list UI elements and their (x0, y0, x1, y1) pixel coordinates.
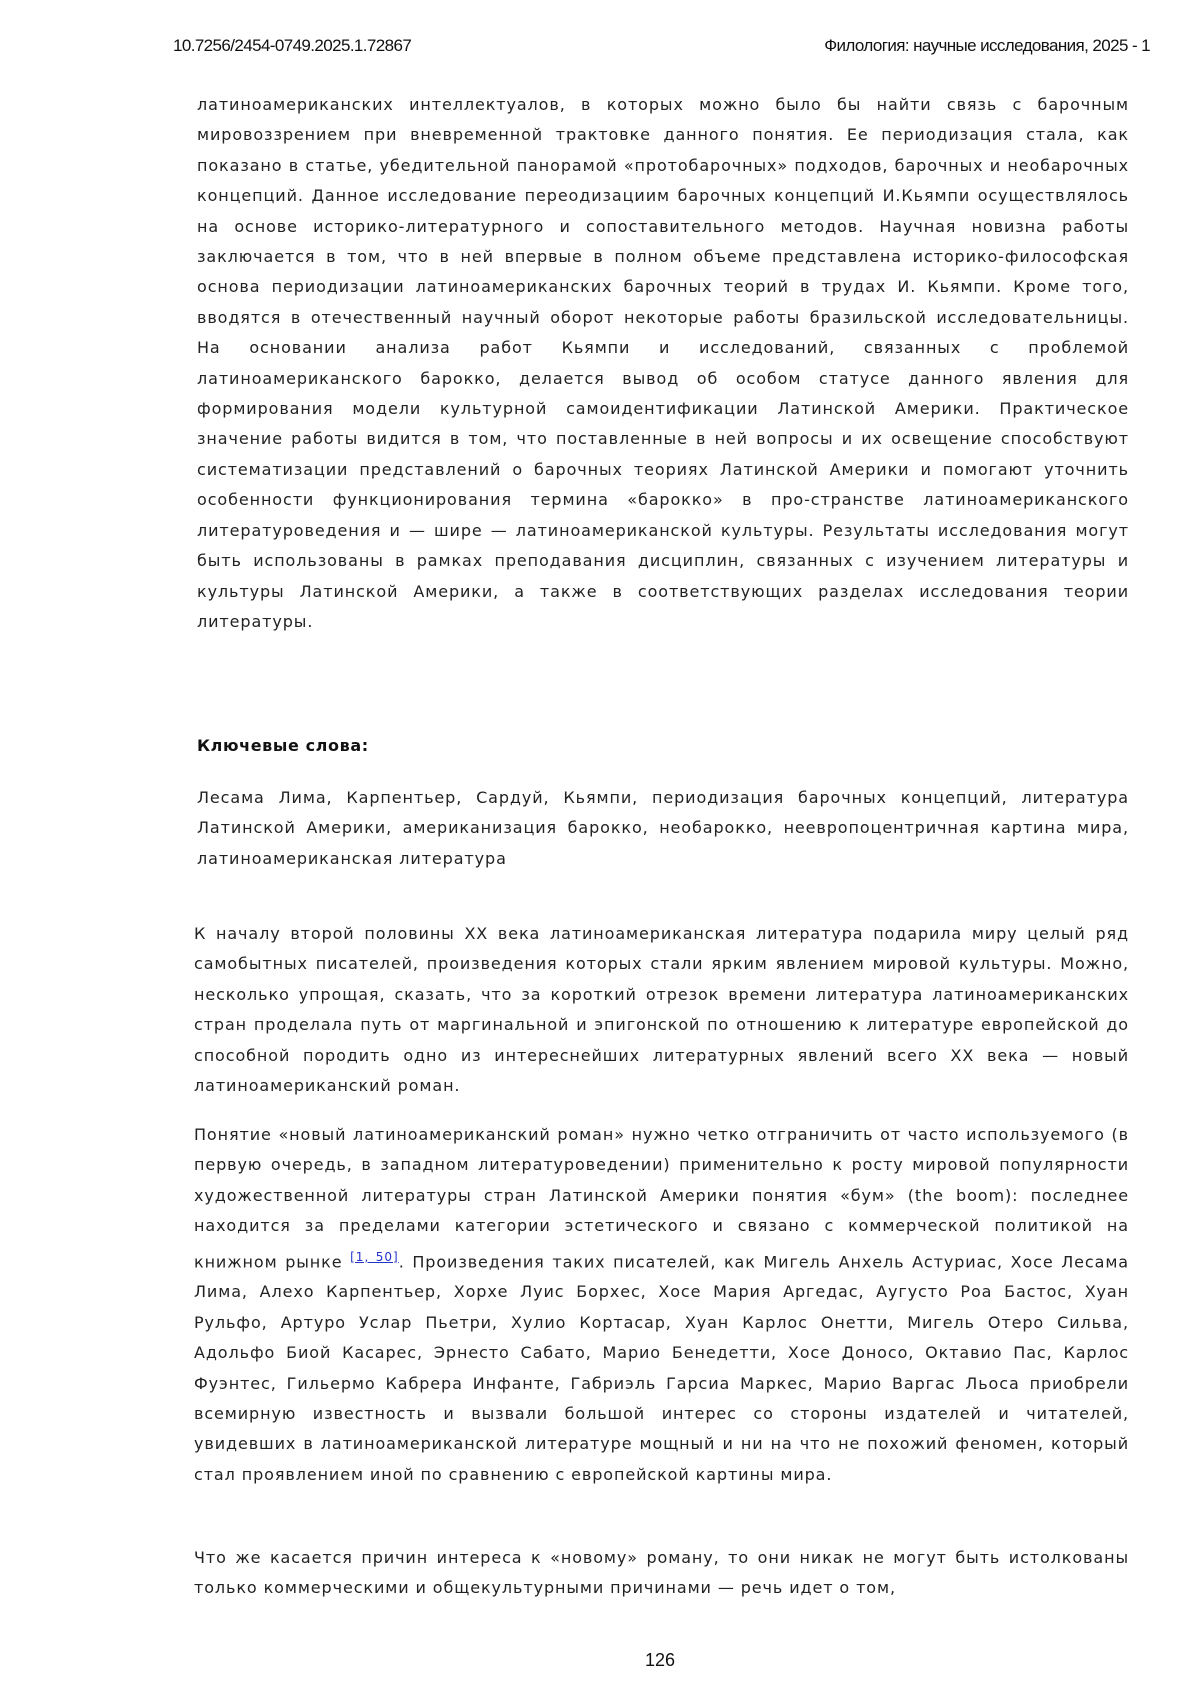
abstract-continuation: латиноамериканских интеллектуалов, в которых можно было бы найти связь с барочным мировоззрением при вневременной трактовке данного понятия. Ее периодизация стала, как показано в статье, убедительной панорамой «протобарочных» подходов, барочных и необарочных концепций. Данное исследование переодизациим барочных концепций И.Кьямпи осуществлялось на основе историко-литературного и сопоставительного методов. Научная новизна работы заключается в том, что в ней впервые в полном объеме представлена историко-философская основа периодизации латиноамериканских барочных теорий в трудах И. Кьямпи. Кроме того, вводятся в отечественный научный оборот некоторые работы бразильской исследовательницы. На основании анализа работ Кьямпи и исследований, связанных с проблемой латиноамериканского барокко, делается вывод об особом статусе данного явления для формирования модели культурной самоидентификации Латинской Америки. Практическое значение работы видится в том, что поставленные в ней вопросы и их освещение способствуют систематизации представлений о барочных теориях Латинской Америки и помогают уточнить особенности функционирования термина «барокко» в про-странстве латиноамериканского литературоведения и — шире — латиноамериканской культуры. Результаты исследования могут быть использованы в рамках преподавания дисциплин, связанных с изучением литературы и культуры Латинской Америки, а также в соответствующих разделах исследования теории литературы. (197, 95, 1129, 631)
keywords-text: Лесама Лима, Карпентьер, Сардуй, Кьямпи, периодизация барочных концепций, литература Латинской Америки, американизация барокко, необарокко, неевропоцентричная картина мира, латиноамериканская литература (197, 788, 1129, 868)
body-paragraph-1: К началу второй половины XX века латиноамериканская литература подарила миру целый ряд самобытных писателей, произведения которых стали ярким явлением мировой культуры. Можно, несколько упрощая, сказать, что за короткий отрезок времени литература латиноамериканских стран проделала путь от маргинальной и эпигонской по отношению к литературе европейской до способной породить одно из интереснейших литературных явлений всего XX века — новый латиноамериканский роман. (194, 924, 1129, 1096)
doi-header: 10.7256/2454-0749.2025.1.72867 (173, 36, 412, 55)
body-paragraph-3: Что же касается причин интереса к «новому» роману, то они никак не могут быть истолкованы только коммерческими и общекультурными причинами — речь идет о том, (194, 1548, 1129, 1598)
keywords-heading: Ключевые слова: (197, 736, 369, 755)
paragraph-2-text-end: . Произведения таких писателей, как Мигель Анхель Астуриас, Хосе Лесама Лима, Алехо Карпентьер, Хорхе Луис Борхес, Хосе Мария Аргедас, Аугусто Роа Бастос, Хуан Рульфо, Артуро Услар Пьетри, Хулио Кортасар, Хуан Карлос Онетти, Мигель Отеро Сильва, Адольфо Биой Касарес, Эрнесто Сабато, Марио Бенедетти, Хосе Доносо, Октавио Пас, Карлос Фуэнтес, Гильермо Кабрера Инфанте, Габриэль Гарсиа Маркес, Марио Варгас Льоса приобрели всемирную известность и вызвали большой интерес со стороны издателей и читателей, увидевших в латиноамериканской литературе мощный и ни на что не похожий феномен, который стал проявлением иной по сравнению с европейской картины мира. (194, 1251, 1129, 1484)
body-paragraph-2 (194, 1120, 1129, 1490)
paragraph-2-text-start: Понятие «новый латиноамериканский роман» нужно четко отграничить от часто используемого (в первую очередь, в западном литературоведении) применительно к росту мировой популярности художественной литературы стран Латинской Америки понятия «бум» (the boom): последнее находится за пределами категории эстетического и связано с коммерческой политикой на книжном рынке (194, 1125, 1129, 1271)
citation-link[interactable]: [1, 50] (350, 1249, 399, 1264)
journal-header: Филология: научные исследования, 2025 - 1 (824, 36, 1150, 55)
page-number: 126 (644, 1650, 676, 1670)
